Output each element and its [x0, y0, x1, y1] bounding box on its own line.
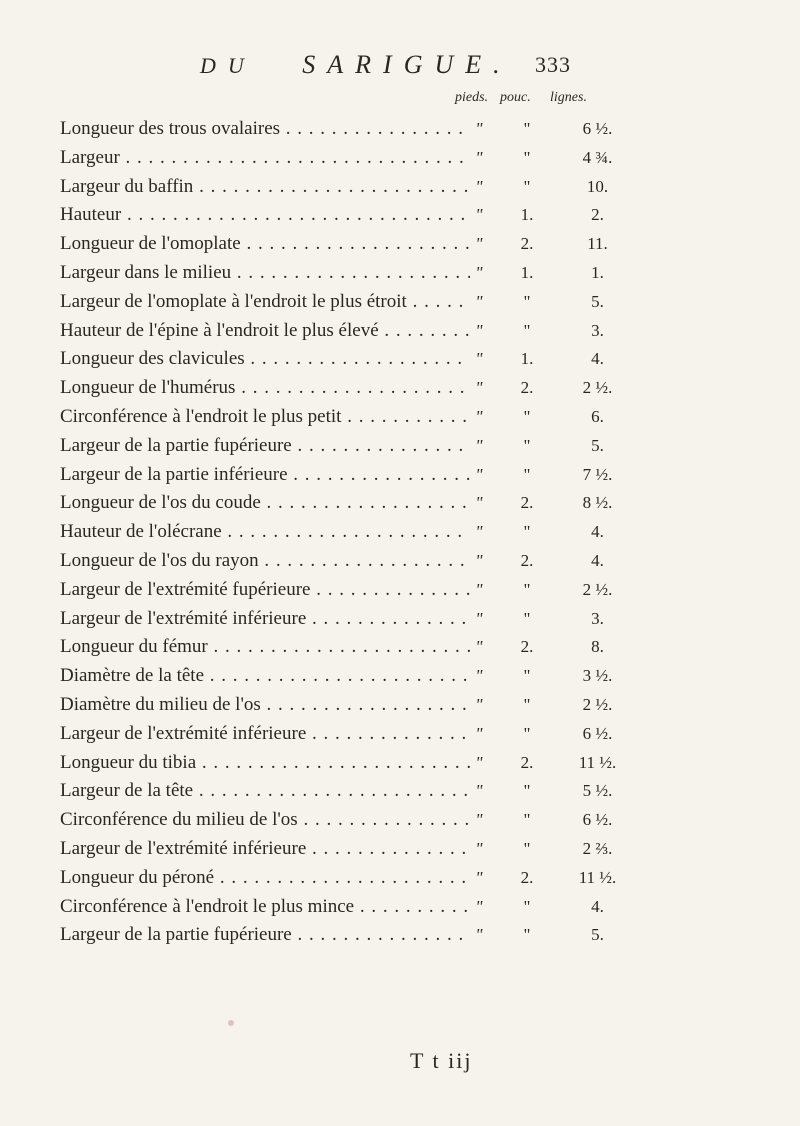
measurement-label: Circonférence à l'endroit le plus petit . . . — [60, 403, 470, 431]
table-row — [60, 461, 620, 490]
pouc-value: " — [523, 723, 531, 743]
pieds-value: " — [475, 896, 483, 916]
pouc-value: 2. — [520, 752, 534, 772]
pouc-value: 2. — [520, 493, 534, 513]
lignes-value: 2 ⅔. — [582, 838, 613, 858]
table-row — [60, 605, 620, 634]
lignes-value: 5. — [591, 291, 604, 311]
pouc-value: " — [523, 781, 531, 801]
pouc-value: " — [523, 147, 531, 167]
measurement-label: Hauteur de l'épine à l'endroit le plus élevé . . . — [60, 317, 470, 345]
pouc-value: 2. — [520, 378, 534, 398]
measurement-label: Longueur du fémur . . . — [60, 633, 470, 661]
table-row — [60, 806, 620, 835]
table-row — [60, 518, 620, 547]
table-row — [60, 547, 620, 576]
measurement-label: Largeur de la partie fupérieure . . . — [60, 432, 470, 460]
pieds-value: " — [475, 522, 483, 542]
table-row — [60, 893, 620, 922]
column-header-pieds: pieds. — [455, 90, 489, 105]
pouc-value: " — [523, 435, 531, 455]
lignes-value: 4. — [591, 550, 604, 570]
pieds-value: " — [475, 349, 483, 369]
pouc-value: " — [523, 176, 531, 196]
pouc-value: " — [523, 464, 531, 484]
measurement-label: Circonférence du milieu de l'os . . . — [60, 806, 470, 834]
table-row — [60, 201, 620, 230]
measurement-label: Largeur de l'omoplate à l'endroit le plus étroit . . . — [60, 288, 470, 316]
pieds-value: " — [475, 291, 483, 311]
running-title-sarigue: SARIGUE. — [302, 50, 512, 79]
pieds-value: " — [475, 637, 483, 657]
pouc-value: " — [523, 291, 531, 311]
lignes-value: 7 ½. — [582, 464, 613, 484]
table-row — [60, 576, 620, 605]
pieds-value: " — [475, 579, 483, 599]
lignes-value: 6 ½. — [582, 810, 613, 830]
measurement-label: Longueur de l'humérus . . . — [60, 374, 470, 402]
pouc-value: " — [523, 810, 531, 830]
pouc-value: 1. — [520, 262, 534, 282]
lignes-value: 3. — [591, 320, 604, 340]
measurement-label: Circonférence à l'endroit le plus mince . . . — [60, 893, 470, 921]
running-title-du: DU — [200, 53, 256, 78]
table-row — [60, 403, 620, 432]
pouc-value: 2. — [520, 550, 534, 570]
table-row — [60, 489, 620, 518]
lignes-value: 4. — [591, 896, 604, 916]
pieds-value: " — [475, 119, 483, 138]
lignes-value: 8 ½. — [582, 493, 613, 513]
pouc-value: " — [523, 838, 531, 858]
pouc-value: " — [523, 579, 531, 599]
measurement-label: Largeur de la partie fupérieure . . . — [60, 921, 470, 949]
table-row — [60, 835, 620, 864]
pieds-value: " — [475, 925, 483, 945]
pouc-value: 2. — [520, 234, 534, 254]
measurement-label: Longueur des trous ovalaires . . . — [60, 115, 470, 143]
measurement-label: Largeur de la tête . . . — [60, 777, 470, 805]
table-row — [60, 749, 620, 778]
pieds-value: " — [475, 435, 483, 455]
pieds-value: " — [475, 550, 483, 570]
pieds-value: " — [475, 838, 483, 858]
pieds-value: " — [475, 694, 483, 714]
pieds-value: " — [475, 464, 483, 484]
paper-stain — [228, 1020, 234, 1026]
pouc-value: " — [523, 522, 531, 542]
measurement-label: Diamètre de la tête . . . — [60, 662, 470, 690]
measurement-label: Diamètre du milieu de l'os . . . — [60, 691, 470, 719]
lignes-value: 2 ½. — [582, 579, 613, 599]
pieds-value: " — [475, 810, 483, 830]
table-row — [60, 777, 620, 806]
table-row — [60, 259, 620, 288]
pouc-value: " — [523, 119, 531, 138]
page-number: 333 — [535, 52, 571, 77]
measurement-label: Longueur du péroné . . . — [60, 864, 470, 892]
pieds-value: " — [475, 147, 483, 167]
pieds-value: " — [475, 781, 483, 801]
pieds-value: " — [475, 176, 483, 196]
lignes-value: 3. — [591, 608, 604, 628]
column-header-lignes: lignes. — [550, 90, 587, 105]
table-row — [60, 374, 620, 403]
pouc-value: 2. — [520, 867, 534, 887]
measurement-label: Hauteur . . . — [60, 201, 470, 229]
table-row — [60, 691, 620, 720]
pouc-value: 1. — [520, 349, 534, 369]
lignes-value: 2. — [591, 205, 604, 225]
column-headers — [455, 90, 605, 110]
lignes-value: 11. — [587, 234, 608, 254]
measurement-label: Longueur du tibia . . . — [60, 749, 470, 777]
pieds-value: " — [475, 262, 483, 282]
lignes-value: 4. — [591, 349, 604, 369]
lignes-value: 4 ¾. — [582, 147, 613, 167]
pouc-value: " — [523, 925, 531, 945]
measurement-label: Largeur dans le milieu . . . — [60, 259, 470, 287]
pouc-value: " — [523, 694, 531, 714]
measurement-label: Longueur de l'os du coude . . . — [60, 489, 470, 517]
pieds-value: " — [475, 205, 483, 225]
lignes-value: 8. — [591, 637, 604, 657]
lignes-value: 1. — [591, 262, 604, 282]
table-row — [60, 662, 620, 691]
pieds-value: " — [475, 666, 483, 686]
measurement-label: Largeur de l'extrémité inférieure . . . — [60, 835, 470, 863]
table-row — [60, 921, 620, 950]
measurement-table — [60, 115, 620, 950]
lignes-value: 5. — [591, 925, 604, 945]
table-row — [60, 720, 620, 749]
measurement-label: Longueur de l'os du rayon . . . — [60, 547, 470, 575]
table-row — [60, 173, 620, 202]
lignes-value: 2 ½. — [582, 694, 613, 714]
lignes-value: 4. — [591, 522, 604, 542]
lignes-value: 6 ½. — [582, 723, 613, 743]
measurement-label: Longueur des clavicules . . . — [60, 345, 470, 373]
pouc-value: " — [523, 896, 531, 916]
measurement-label: Largeur de la partie inférieure . . . — [60, 461, 470, 489]
table-row — [60, 432, 620, 461]
pouc-value: " — [523, 406, 531, 426]
lignes-value: 5. — [591, 435, 604, 455]
pieds-value: " — [475, 234, 483, 254]
pieds-value: " — [475, 608, 483, 628]
measurement-label: Largeur . . . — [60, 144, 470, 172]
running-head — [200, 50, 760, 90]
pouc-value: " — [523, 320, 531, 340]
pouc-value: 1. — [520, 205, 534, 225]
lignes-value: 2 ½. — [582, 378, 613, 398]
measurement-label: Largeur de l'extrémité fupérieure . . . — [60, 576, 470, 604]
pieds-value: " — [475, 723, 483, 743]
pieds-value: " — [475, 320, 483, 340]
lignes-value: 5 ½. — [582, 781, 613, 801]
table-row — [60, 633, 620, 662]
pieds-value: " — [475, 406, 483, 426]
table-row — [60, 288, 620, 317]
measurement-label: Largeur de l'extrémité inférieure . . . — [60, 720, 470, 748]
lignes-value: 6 ½. — [582, 119, 613, 138]
table-row — [60, 230, 620, 259]
pieds-value: " — [475, 493, 483, 513]
lignes-value: 10. — [586, 176, 609, 196]
lignes-value: 11 ½. — [578, 752, 617, 772]
measurement-label: Hauteur de l'olécrane . . . — [60, 518, 470, 546]
running-title — [200, 50, 512, 80]
table-row — [60, 115, 620, 144]
pieds-value: " — [475, 867, 483, 887]
column-header-pouc: pouc. — [500, 90, 531, 105]
pieds-value: " — [475, 378, 483, 398]
lignes-value: 11 ½. — [578, 867, 617, 887]
measurement-label: Largeur du baffin . . . — [60, 173, 470, 201]
measurement-label: Longueur de l'omoplate . . . — [60, 230, 470, 258]
signature-mark: T t iij — [410, 1048, 473, 1073]
table-row — [60, 317, 620, 346]
pouc-value: " — [523, 666, 531, 686]
table-row — [60, 345, 620, 374]
lignes-value: 3 ½. — [582, 666, 613, 686]
pieds-value: " — [475, 752, 483, 772]
pouc-value: 2. — [520, 637, 534, 657]
table-row — [60, 864, 620, 893]
measurement-label: Largeur de l'extrémité inférieure . . . — [60, 605, 470, 633]
table-row — [60, 144, 620, 173]
pouc-value: " — [523, 608, 531, 628]
lignes-value: 6. — [591, 406, 604, 426]
